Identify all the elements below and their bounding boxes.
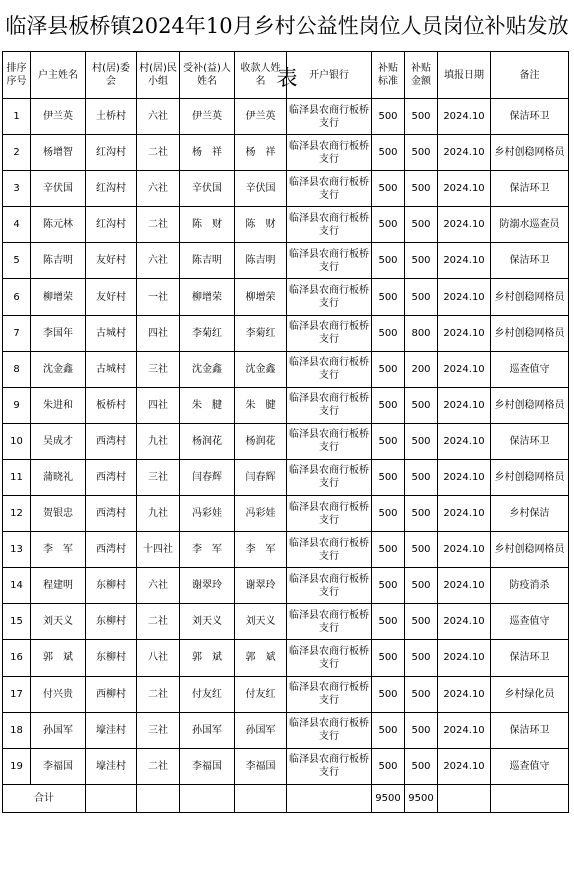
cell-payee: 李福国 (235, 748, 287, 784)
cell-amount: 800 (405, 315, 438, 351)
header-cell-village: 村(居)委会 (86, 52, 137, 99)
cell-payee: 杨润花 (235, 423, 287, 459)
cell-bank: 临泽县农商行板桥支行 (287, 640, 372, 676)
cell-remark: 防疫消杀 (491, 568, 569, 604)
cell-village: 壕洼村 (86, 748, 137, 784)
header-cell-amount: 补贴金额 (405, 52, 438, 99)
cell-bank: 临泽县农商行板桥支行 (287, 459, 372, 495)
cell-group: 三社 (137, 712, 180, 748)
cell-beneficiary: 李菊红 (180, 315, 235, 351)
cell-payee: 李 军 (235, 532, 287, 568)
cell-remark: 巡查值守 (491, 351, 569, 387)
cell-beneficiary: 孙国军 (180, 712, 235, 748)
cell-household: 李 军 (31, 532, 86, 568)
cell-bank: 临泽县农商行板桥支行 (287, 676, 372, 712)
cell-bank: 临泽县农商行板桥支行 (287, 171, 372, 207)
table-row (3, 532, 569, 568)
cell-household: 沈金鑫 (31, 351, 86, 387)
cell-remark: 保洁环卫 (491, 99, 569, 135)
cell-group: 十四社 (137, 532, 180, 568)
cell-date: 2024.10 (438, 207, 491, 243)
cell-household: 贺银忠 (31, 496, 86, 532)
cell-seq: 13 (3, 532, 31, 568)
cell-standard: 500 (372, 315, 405, 351)
header-cell-beneficiary: 受补(益)人姓名 (180, 52, 235, 99)
cell-village: 友好村 (86, 243, 137, 279)
cell-date: 2024.10 (438, 604, 491, 640)
table-row (3, 748, 569, 784)
total-empty-cell (491, 784, 569, 812)
cell-amount: 500 (405, 748, 438, 784)
cell-remark: 乡村创稳网格员 (491, 532, 569, 568)
cell-seq: 7 (3, 315, 31, 351)
cell-beneficiary: 陈吉明 (180, 243, 235, 279)
cell-date: 2024.10 (438, 496, 491, 532)
cell-bank: 临泽县农商行板桥支行 (287, 568, 372, 604)
cell-date: 2024.10 (438, 748, 491, 784)
cell-standard: 500 (372, 243, 405, 279)
cell-household: 刘天义 (31, 604, 86, 640)
table-row (3, 315, 569, 351)
cell-household: 蒲晓礼 (31, 459, 86, 495)
cell-standard: 500 (372, 640, 405, 676)
cell-seq: 2 (3, 135, 31, 171)
cell-remark: 防溺水巡查员 (491, 207, 569, 243)
cell-payee: 陈 财 (235, 207, 287, 243)
cell-bank: 临泽县农商行板桥支行 (287, 423, 372, 459)
cell-beneficiary: 沈金鑫 (180, 351, 235, 387)
cell-date: 2024.10 (438, 459, 491, 495)
cell-seq: 19 (3, 748, 31, 784)
cell-household: 付兴贵 (31, 676, 86, 712)
cell-household: 柳增荣 (31, 279, 86, 315)
total-empty-cell (137, 784, 180, 812)
cell-seq: 1 (3, 99, 31, 135)
cell-remark: 保洁环卫 (491, 640, 569, 676)
cell-payee: 孙国军 (235, 712, 287, 748)
table-row (3, 171, 569, 207)
cell-remark: 乡村创稳网格员 (491, 315, 569, 351)
cell-group: 八社 (137, 640, 180, 676)
cell-amount: 200 (405, 351, 438, 387)
table-row (3, 135, 569, 171)
cell-payee: 冯彩娃 (235, 496, 287, 532)
cell-amount: 500 (405, 676, 438, 712)
cell-village: 西湾村 (86, 423, 137, 459)
total-standard-sum: 9500 (372, 784, 405, 812)
table-row (3, 387, 569, 423)
cell-beneficiary: 冯彩娃 (180, 496, 235, 532)
cell-seq: 3 (3, 171, 31, 207)
cell-household: 辛伏国 (31, 171, 86, 207)
cell-standard: 500 (372, 568, 405, 604)
cell-seq: 9 (3, 387, 31, 423)
cell-remark: 保洁环卫 (491, 423, 569, 459)
cell-group: 二社 (137, 604, 180, 640)
cell-bank: 临泽县农商行板桥支行 (287, 387, 372, 423)
cell-group: 三社 (137, 351, 180, 387)
header-cell-seq: 排序序号 (3, 52, 31, 99)
table-row (3, 604, 569, 640)
total-amount-sum: 9500 (405, 784, 438, 812)
cell-date: 2024.10 (438, 568, 491, 604)
cell-remark: 保洁环卫 (491, 712, 569, 748)
cell-payee: 伊兰英 (235, 99, 287, 135)
cell-payee: 杨 祥 (235, 135, 287, 171)
cell-beneficiary: 陈 财 (180, 207, 235, 243)
cell-remark: 乡村绿化员 (491, 676, 569, 712)
total-empty-cell (438, 784, 491, 812)
cell-group: 二社 (137, 676, 180, 712)
cell-bank: 临泽县农商行板桥支行 (287, 135, 372, 171)
cell-standard: 500 (372, 423, 405, 459)
cell-seq: 10 (3, 423, 31, 459)
table-row (3, 568, 569, 604)
cell-date: 2024.10 (438, 171, 491, 207)
cell-group: 六社 (137, 99, 180, 135)
total-empty-cell (287, 784, 372, 812)
cell-village: 红沟村 (86, 207, 137, 243)
table-row (3, 351, 569, 387)
cell-amount: 500 (405, 459, 438, 495)
cell-seq: 14 (3, 568, 31, 604)
cell-beneficiary: 杨 祥 (180, 135, 235, 171)
cell-payee: 付友红 (235, 676, 287, 712)
cell-beneficiary: 杨润花 (180, 423, 235, 459)
cell-group: 九社 (137, 496, 180, 532)
cell-payee: 郭 斌 (235, 640, 287, 676)
cell-bank: 临泽县农商行板桥支行 (287, 207, 372, 243)
cell-amount: 500 (405, 207, 438, 243)
cell-standard: 500 (372, 279, 405, 315)
table-row (3, 712, 569, 748)
cell-amount: 500 (405, 135, 438, 171)
cell-group: 四社 (137, 387, 180, 423)
cell-payee: 柳增荣 (235, 279, 287, 315)
cell-amount: 500 (405, 640, 438, 676)
cell-household: 杨增智 (31, 135, 86, 171)
cell-bank: 临泽县农商行板桥支行 (287, 351, 372, 387)
cell-group: 二社 (137, 135, 180, 171)
header-cell-remark: 备注 (491, 52, 569, 99)
cell-seq: 16 (3, 640, 31, 676)
header-cell-group: 村(居)民小组 (137, 52, 180, 99)
cell-payee: 辛伏国 (235, 171, 287, 207)
header-cell-payee: 收款人姓名 (235, 52, 287, 99)
cell-group: 四社 (137, 315, 180, 351)
cell-remark: 保洁环卫 (491, 243, 569, 279)
subsidy-table (2, 51, 569, 813)
cell-village: 红沟村 (86, 135, 137, 171)
cell-amount: 500 (405, 99, 438, 135)
cell-household: 孙国军 (31, 712, 86, 748)
cell-date: 2024.10 (438, 315, 491, 351)
cell-bank: 临泽县农商行板桥支行 (287, 748, 372, 784)
cell-standard: 500 (372, 351, 405, 387)
cell-beneficiary: 柳增荣 (180, 279, 235, 315)
table-row (3, 459, 569, 495)
cell-payee: 李菊红 (235, 315, 287, 351)
table-row (3, 496, 569, 532)
cell-beneficiary: 李福国 (180, 748, 235, 784)
cell-village: 板桥村 (86, 387, 137, 423)
header-row (3, 52, 569, 99)
cell-amount: 500 (405, 568, 438, 604)
cell-seq: 15 (3, 604, 31, 640)
cell-date: 2024.10 (438, 99, 491, 135)
table-row (3, 207, 569, 243)
cell-group: 二社 (137, 207, 180, 243)
cell-amount: 500 (405, 171, 438, 207)
cell-amount: 500 (405, 387, 438, 423)
cell-standard: 500 (372, 459, 405, 495)
header-cell-bank: 开户银行 (287, 52, 372, 99)
cell-bank: 临泽县农商行板桥支行 (287, 243, 372, 279)
header-cell-household: 户主姓名 (31, 52, 86, 99)
header-cell-standard: 补贴标准 (372, 52, 405, 99)
cell-seq: 12 (3, 496, 31, 532)
cell-date: 2024.10 (438, 243, 491, 279)
cell-remark: 乡村创稳网格员 (491, 135, 569, 171)
cell-standard: 500 (372, 748, 405, 784)
cell-standard: 500 (372, 387, 405, 423)
table-row (3, 243, 569, 279)
table-row (3, 676, 569, 712)
cell-standard: 500 (372, 171, 405, 207)
cell-village: 古城村 (86, 315, 137, 351)
cell-seq: 18 (3, 712, 31, 748)
cell-bank: 临泽县农商行板桥支行 (287, 315, 372, 351)
cell-standard: 500 (372, 207, 405, 243)
cell-village: 友好村 (86, 279, 137, 315)
cell-remark: 乡村保洁 (491, 496, 569, 532)
cell-group: 六社 (137, 568, 180, 604)
cell-village: 壕洼村 (86, 712, 137, 748)
cell-amount: 500 (405, 532, 438, 568)
cell-seq: 4 (3, 207, 31, 243)
cell-payee: 谢翠玲 (235, 568, 287, 604)
total-label: 合计 (3, 784, 86, 812)
cell-standard: 500 (372, 712, 405, 748)
cell-date: 2024.10 (438, 135, 491, 171)
cell-household: 陈元林 (31, 207, 86, 243)
table-row (3, 279, 569, 315)
cell-bank: 临泽县农商行板桥支行 (287, 532, 372, 568)
cell-date: 2024.10 (438, 387, 491, 423)
total-row (3, 784, 569, 812)
cell-group: 二社 (137, 748, 180, 784)
cell-household: 伊兰英 (31, 99, 86, 135)
cell-group: 一社 (137, 279, 180, 315)
cell-date: 2024.10 (438, 532, 491, 568)
cell-date: 2024.10 (438, 676, 491, 712)
cell-beneficiary: 李 军 (180, 532, 235, 568)
cell-payee: 陈吉明 (235, 243, 287, 279)
cell-seq: 6 (3, 279, 31, 315)
cell-seq: 11 (3, 459, 31, 495)
cell-remark: 保洁环卫 (491, 171, 569, 207)
cell-date: 2024.10 (438, 279, 491, 315)
cell-date: 2024.10 (438, 423, 491, 459)
cell-standard: 500 (372, 532, 405, 568)
cell-group: 六社 (137, 243, 180, 279)
cell-beneficiary: 辛伏国 (180, 171, 235, 207)
cell-date: 2024.10 (438, 351, 491, 387)
cell-seq: 17 (3, 676, 31, 712)
cell-household: 郭 斌 (31, 640, 86, 676)
cell-beneficiary: 闫春辉 (180, 459, 235, 495)
cell-bank: 临泽县农商行板桥支行 (287, 496, 372, 532)
cell-amount: 500 (405, 243, 438, 279)
cell-village: 土桥村 (86, 99, 137, 135)
cell-group: 三社 (137, 459, 180, 495)
cell-standard: 500 (372, 496, 405, 532)
cell-seq: 8 (3, 351, 31, 387)
cell-household: 陈吉明 (31, 243, 86, 279)
cell-amount: 500 (405, 279, 438, 315)
cell-seq: 5 (3, 243, 31, 279)
cell-group: 六社 (137, 171, 180, 207)
table-row (3, 99, 569, 135)
cell-bank: 临泽县农商行板桥支行 (287, 712, 372, 748)
cell-village: 西湾村 (86, 532, 137, 568)
cell-remark: 乡村创稳网格员 (491, 459, 569, 495)
cell-beneficiary: 郭 斌 (180, 640, 235, 676)
cell-remark: 乡村创稳网格员 (491, 387, 569, 423)
cell-beneficiary: 谢翠玲 (180, 568, 235, 604)
cell-amount: 500 (405, 496, 438, 532)
cell-standard: 500 (372, 676, 405, 712)
cell-group: 九社 (137, 423, 180, 459)
cell-bank: 临泽县农商行板桥支行 (287, 604, 372, 640)
cell-payee: 刘天义 (235, 604, 287, 640)
cell-standard: 500 (372, 135, 405, 171)
cell-beneficiary: 刘天义 (180, 604, 235, 640)
cell-beneficiary: 付友红 (180, 676, 235, 712)
cell-bank: 临泽县农商行板桥支行 (287, 279, 372, 315)
table-row (3, 423, 569, 459)
cell-household: 吴成才 (31, 423, 86, 459)
cell-amount: 500 (405, 604, 438, 640)
cell-bank: 临泽县农商行板桥支行 (287, 99, 372, 135)
cell-standard: 500 (372, 99, 405, 135)
cell-date: 2024.10 (438, 712, 491, 748)
cell-household: 李国年 (31, 315, 86, 351)
cell-village: 西湾村 (86, 459, 137, 495)
total-empty-cell (235, 784, 287, 812)
total-empty-cell (86, 784, 137, 812)
cell-household: 程建明 (31, 568, 86, 604)
cell-village: 东柳村 (86, 604, 137, 640)
cell-beneficiary: 朱 腱 (180, 387, 235, 423)
cell-beneficiary: 伊兰英 (180, 99, 235, 135)
cell-payee: 朱 腱 (235, 387, 287, 423)
table-row (3, 640, 569, 676)
cell-amount: 500 (405, 423, 438, 459)
cell-remark: 乡村创稳网格员 (491, 279, 569, 315)
header-cell-date: 填报日期 (438, 52, 491, 99)
document-title: 临泽县板桥镇2024年10月乡村公益性岗位人员岗位补贴发放表 (5, 14, 569, 90)
cell-household: 朱进和 (31, 387, 86, 423)
cell-date: 2024.10 (438, 640, 491, 676)
cell-standard: 500 (372, 604, 405, 640)
cell-remark: 巡查值守 (491, 748, 569, 784)
cell-village: 西湾村 (86, 496, 137, 532)
cell-village: 红沟村 (86, 171, 137, 207)
cell-village: 东柳村 (86, 640, 137, 676)
cell-remark: 巡查值守 (491, 604, 569, 640)
cell-village: 东柳村 (86, 568, 137, 604)
cell-amount: 500 (405, 712, 438, 748)
cell-payee: 闫春辉 (235, 459, 287, 495)
cell-village: 古城村 (86, 351, 137, 387)
cell-village: 西柳村 (86, 676, 137, 712)
cell-household: 李福国 (31, 748, 86, 784)
cell-payee: 沈金鑫 (235, 351, 287, 387)
total-empty-cell (180, 784, 235, 812)
